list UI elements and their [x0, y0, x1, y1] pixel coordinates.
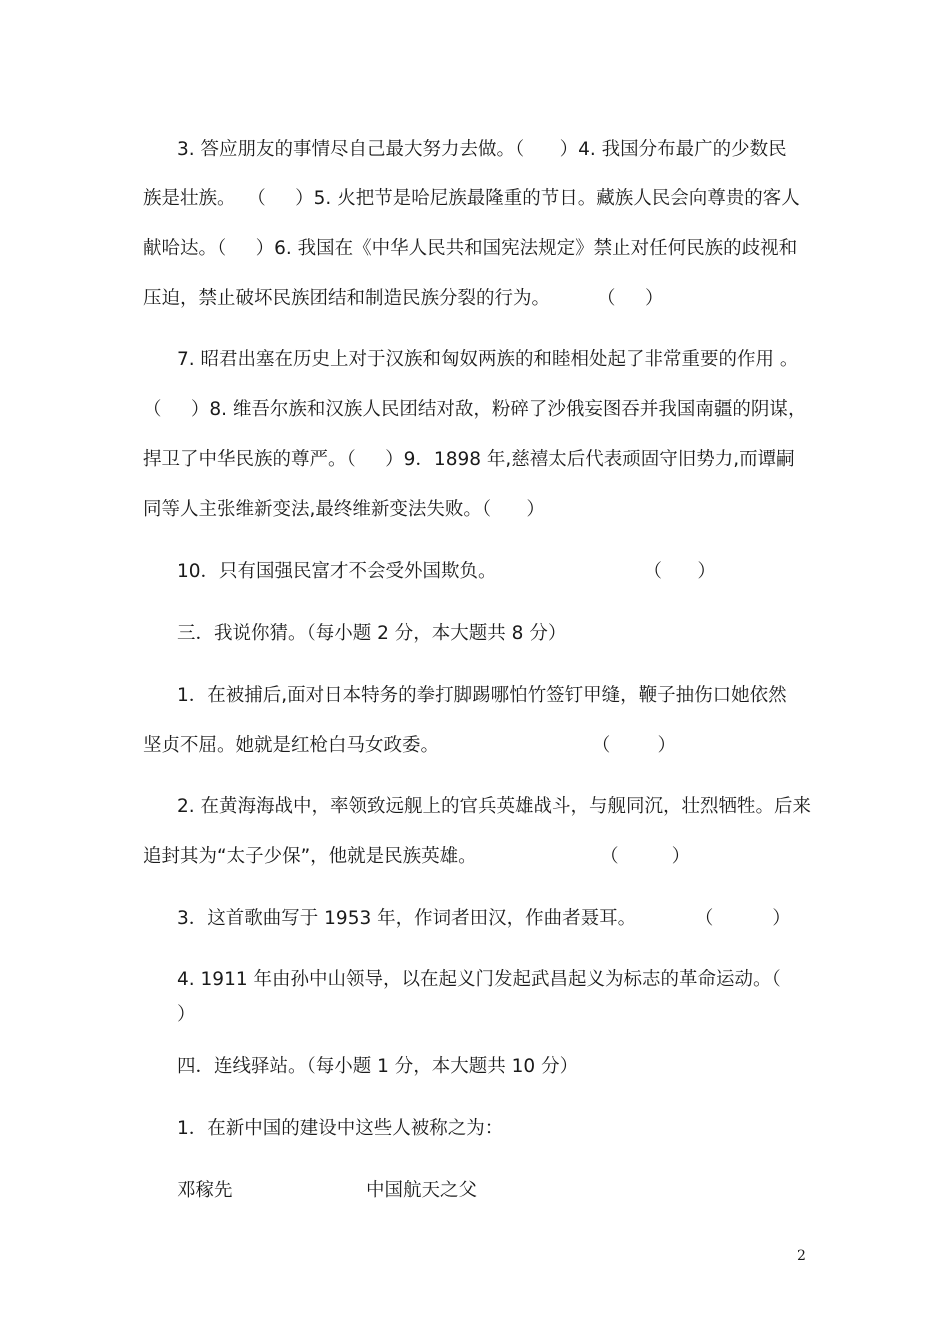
match-left-item: 邓稼先	[177, 1180, 233, 1201]
text-line-11: 1．在被捕后,面对日本特务的拳打脚踢哪怕竹签钉甲缝，鞭子抽伤口她依然	[177, 685, 787, 706]
text-line-5: 7. 昭君出塞在历史上对于汉族和匈奴两族的和睦相处起了非常重要的作用 。	[177, 349, 799, 370]
section-heading-4: 四．连线驿站。（每小题 1 分，本大题共 10 分）	[177, 1056, 579, 1077]
text-line-4: 压迫，禁止破坏民族团结和制造民族分裂的行为。 （ ）	[143, 288, 664, 309]
text-line-19: 1．在新中国的建设中这些人被称之为：	[177, 1118, 504, 1139]
text-line-17: ）	[177, 1004, 196, 1025]
text-line-2: 族是壮族。 （ ）5. 火把节是哈尼族最隆重的节日。藏族人民会向尊贵的客人	[143, 188, 800, 209]
text-line-8: 同等人主张维新变法,最终维新变法失败。（ ）	[143, 499, 545, 520]
match-right-item: 中国航天之父	[366, 1180, 478, 1201]
text-line-1: 3. 答应朋友的事情尽自己最大努力去做。（ ）4. 我国分布最广的少数民	[177, 139, 787, 160]
text-line-13: 2. 在黄海海战中，率领致远舰上的官兵英雄战斗，与舰同沉，壮烈牺牲。后来	[177, 796, 812, 817]
text-line-15: 3．这首歌曲写于 1953 年，作词者田汉，作曲者聂耳。 （ ）	[177, 908, 791, 929]
page-number: 2	[797, 1248, 806, 1264]
text-line-7: 捍卫了中华民族的尊严。（ ）9．1898 年,慈禧太后代表顽固守旧势力,而谭嗣	[143, 449, 795, 470]
section-heading-3: 三．我说你猜。（每小题 2 分，本大题共 8 分）	[177, 623, 567, 644]
text-line-12: 坚贞不屈。她就是红枪白马女政委。 （ ）	[143, 735, 676, 756]
text-line-6: （ ）8. 维吾尔族和汉族人民团结对敌，粉碎了沙俄妄图吞并我国南疆的阴谋，	[143, 399, 807, 420]
text-line-16: 4. 1911 年由孙中山领导，以在起义门发起武昌起义为标志的革命运动。（	[177, 969, 781, 990]
text-line-14: 追封其为“太子少保”，他就是民族英雄。 （ ）	[143, 846, 691, 867]
text-line-9: 10．只有国强民富才不会受外国欺负。 （ ）	[177, 561, 716, 582]
text-line-3: 献哈达。（ ）6. 我国在《中华人民共和国宪法规定》禁止对任何民族的歧视和	[143, 238, 798, 259]
